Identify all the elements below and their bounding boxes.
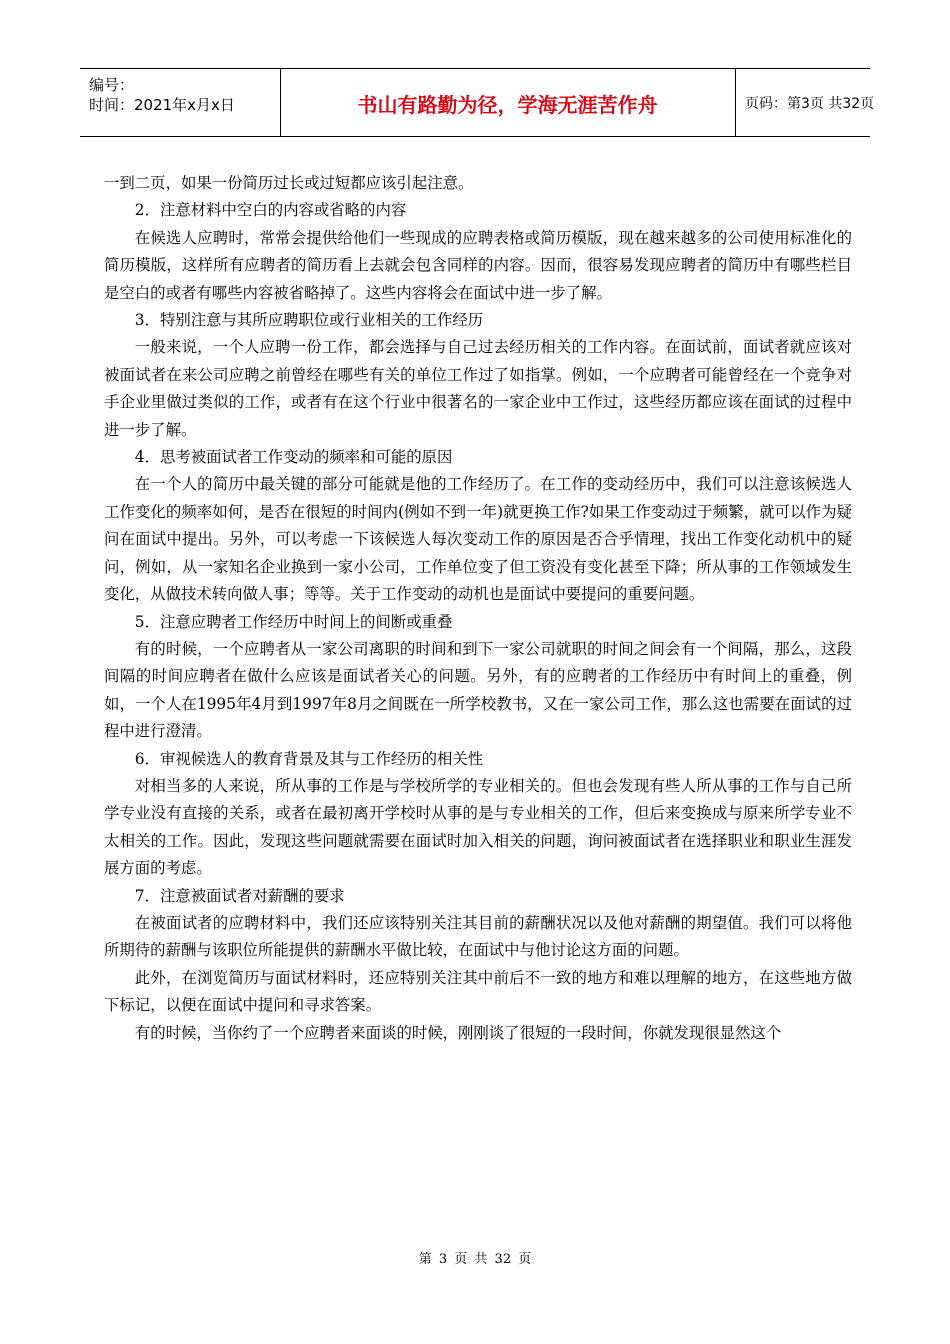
paragraph: 对相当多的人来说，所从事的工作是与学校所学的专业相关的。但也会发现有些人所从事的工作与自己所学专业没有直接的关系，或者在最初离开学校时从事的是与专业相关的工作，但后来变换成与原来所学专业不太相关的工作。因此，发现这些问题就需要在面试时加入相关的问题，询问被面试者在选择职业和职业生涯发展方面的考虑。 — [104, 776, 852, 878]
header-page-number: 页码：第3页 共32页 — [745, 96, 875, 112]
header-motto: 书山有路勤为径，学海无涯苦作舟 — [357, 93, 658, 117]
time-label: 时间：2021年x月x日 — [89, 96, 235, 114]
paragraph: 有的时候，当你约了一个应聘者来面谈的时候，刚刚谈了很短的一段时间，你就发现很显然这个 — [134, 1023, 782, 1042]
section-heading: 2．注意材料中空白的内容或省略的内容 — [134, 201, 407, 220]
paragraph: 在被面试者的应聘材料中，我们还应该特别关注其目前的薪酬状况以及他对薪酬的期望值。我们可以将他所期待的薪酬与该职位所能提供的薪酬水平做比较，在面试中与他讨论这方面的问题。 — [104, 913, 852, 960]
paragraph: 此外，在浏览简历与面试材料时，还应特别关注其中前后不一致的地方和难以理解的地方，在这些地方做下标记，以便在面试中提问和寻求答案。 — [104, 968, 852, 1015]
header-motto-cell — [280, 69, 736, 136]
header-right-cell — [736, 69, 875, 136]
paragraph: 在一个人的简历中最关键的部分可能就是他的工作经历了。在工作的变动经历中，我们可以注意该候选人工作变化的频率如何，是否在很短的时间内(例如不到一年)就更换工作?如果工作变动过于频繁，就可以作为疑问在面试中提出。另外，可以考虑一下该候选人每次变动工作的原因是否合乎情理，找出工作变化动机中的疑问，例如，从一家知名企业换到一家小公司，工作单位变了但工资没有变化甚至下降；所从事的工作领域发生变化，从做技术转向做人事；等等。关于工作变动的动机也是面试中要提问的重要问题。 — [104, 475, 852, 604]
section-heading: 3．特别注意与其所应聘职位或行业相关的工作经历 — [134, 311, 484, 330]
page-header — [80, 68, 875, 137]
page-footer: 第 3 页 共 32 页 — [418, 1252, 532, 1267]
paragraph: 在候选人应聘时，常常会提供给他们一些现成的应聘表格或简历模版，现在越来越多的公司使用标准化的简历模版，这样所有应聘者的简历看上去就会包含同样的内容。因而，很容易发现应聘者的简历中有哪些栏目是空白的或者有哪些内容被省略掉了。这些内容将会在面试中进一步了解。 — [104, 228, 852, 302]
section-heading: 6．审视候选人的教育背景及其与工作经历的相关性 — [134, 749, 484, 768]
paragraph: 一般来说，一个人应聘一份工作，都会选择与自己过去经历相关的工作内容。在面试前，面试者就应该对被面试者在来公司应聘之前曾经在哪些有关的单位工作过了如指掌。例如，一个应聘者可能曾经在一个竞争对手企业里做过类似的工作，或者有在这个行业中很著名的一家企业中工作过，这些经历都应该在面试的过程中进一步了解。 — [104, 338, 852, 439]
paragraph: 一到二页，如果一份简历过长或过短都应该引起注意。 — [104, 174, 474, 192]
section-heading: 7．注意被面试者对薪酬的要求 — [134, 886, 345, 905]
header-left-cell — [80, 69, 281, 136]
paragraph: 有的时候，一个应聘者从一家公司离职的时间和到下一家公司就职的时间之间会有一个间隔，那么，这段间隔的时间应聘者在做什么应该是面试者关心的问题。另外，有的应聘者的工作经历中有时间上的重叠，例如，一个人在1995年4月到1997年8月之间既在一所学校教书，又在一家公司工作，那么这也需要在面试的过程中进行澄清。 — [104, 639, 852, 741]
serial-number-label: 编号： — [89, 76, 135, 94]
document-body — [104, 170, 852, 1047]
section-heading: 4．思考被面试者工作变动的频率和可能的原因 — [134, 448, 453, 467]
section-heading: 5．注意应聘者工作经历中时间上的间断或重叠 — [134, 612, 453, 631]
